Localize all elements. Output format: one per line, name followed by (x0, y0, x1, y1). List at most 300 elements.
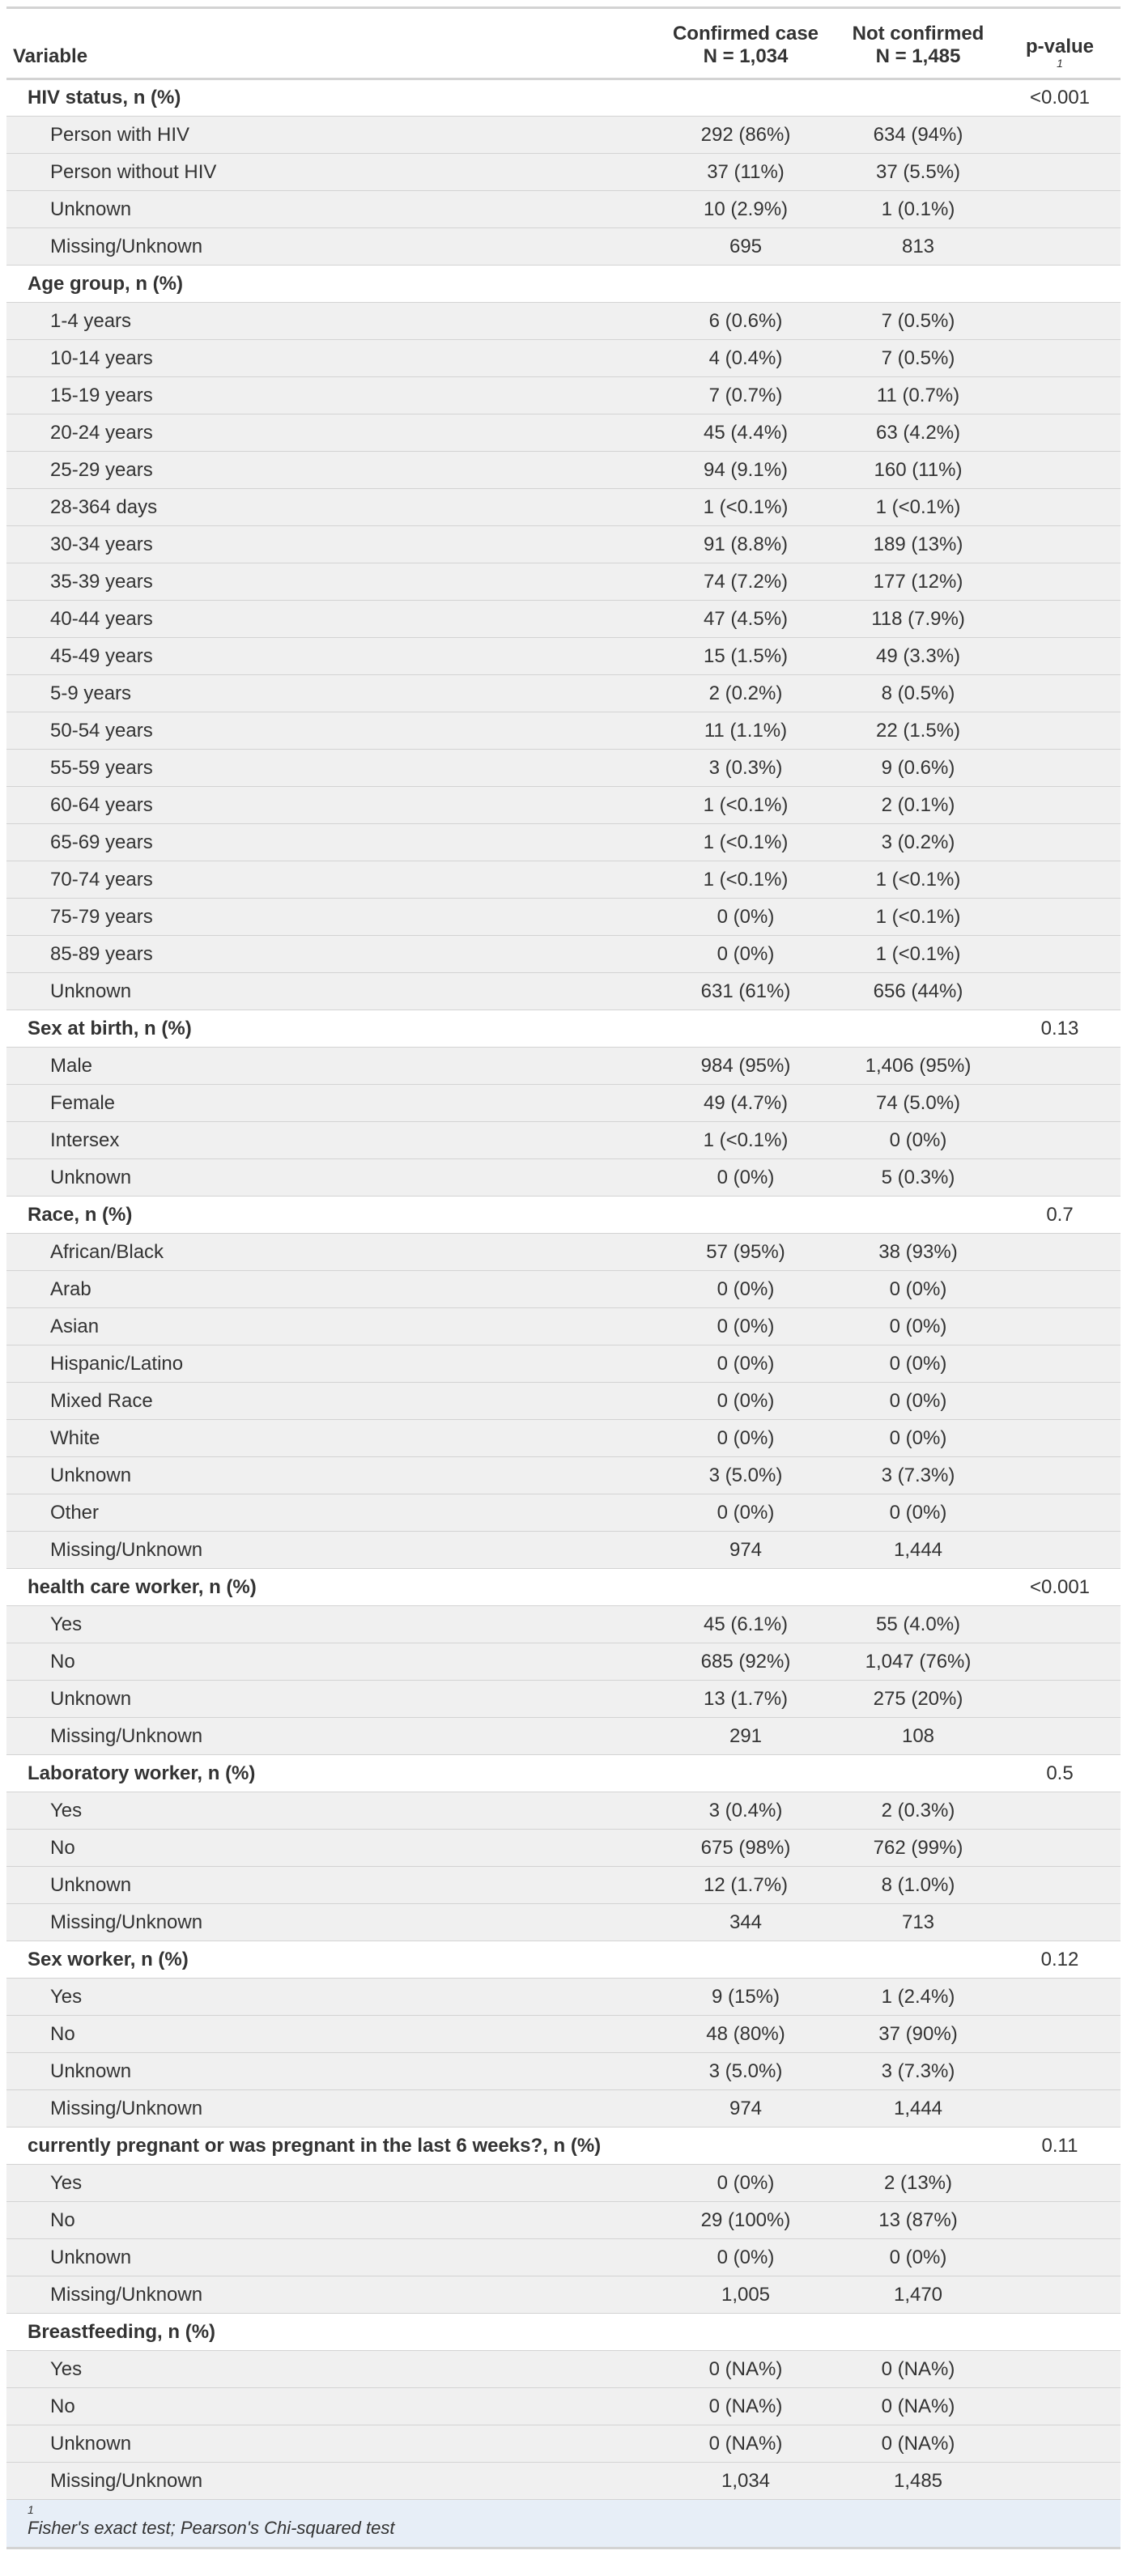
level-label: Unknown (6, 1159, 654, 1197)
confirmed-value: 984 (95%) (654, 1048, 837, 1085)
not-confirmed-value: 38 (93%) (837, 1234, 999, 1271)
group-label: Age group, n (%) (6, 266, 654, 303)
row-pvalue-empty (999, 899, 1121, 936)
table-row (6, 712, 1121, 750)
table-body (6, 79, 1121, 2500)
level-label: Missing/Unknown (6, 2276, 654, 2314)
level-label: Missing/Unknown (6, 1718, 654, 1755)
table-row (6, 2388, 1121, 2425)
row-pvalue-empty (999, 2202, 1121, 2239)
row-pvalue-empty (999, 1643, 1121, 1681)
group-empty-cell (654, 1941, 837, 1979)
row-pvalue-empty (999, 2276, 1121, 2314)
group-empty-cell (837, 1569, 999, 1606)
not-confirmed-value: 275 (20%) (837, 1681, 999, 1718)
table-row (6, 1867, 1121, 1904)
not-confirmed-value: 2 (13%) (837, 2165, 999, 2202)
table-row (6, 1681, 1121, 1718)
level-label: 45-49 years (6, 638, 654, 675)
row-pvalue-empty (999, 117, 1121, 154)
not-confirmed-value: 656 (44%) (837, 973, 999, 1010)
level-label: Intersex (6, 1122, 654, 1159)
table-row (6, 2016, 1121, 2053)
not-confirmed-label: Not confirmed (852, 23, 985, 45)
column-header-confirmed (654, 8, 837, 79)
not-confirmed-value: 1,406 (95%) (837, 1048, 999, 1085)
group-pvalue: 0.13 (999, 1010, 1121, 1048)
not-confirmed-value: 0 (0%) (837, 1122, 999, 1159)
not-confirmed-value: 5 (0.3%) (837, 1159, 999, 1197)
row-pvalue-empty (999, 303, 1121, 340)
group-row (6, 1197, 1121, 1234)
level-label: 35-39 years (6, 563, 654, 601)
confirmed-value: 13 (1.7%) (654, 1681, 837, 1718)
not-confirmed-value: 1,444 (837, 2090, 999, 2128)
group-empty-cell (837, 2314, 999, 2351)
level-label: Male (6, 1048, 654, 1085)
group-pvalue (999, 2314, 1121, 2351)
not-confirmed-value: 0 (0%) (837, 1271, 999, 1308)
row-pvalue-empty (999, 228, 1121, 266)
level-label: 5-9 years (6, 675, 654, 712)
level-label: Missing/Unknown (6, 1904, 654, 1941)
confirmed-value: 48 (80%) (654, 2016, 837, 2053)
group-pvalue: 0.7 (999, 1197, 1121, 1234)
row-pvalue-empty (999, 2053, 1121, 2090)
not-confirmed-value: 63 (4.2%) (837, 414, 999, 452)
table-row (6, 1606, 1121, 1643)
not-confirmed-value: 0 (0%) (837, 1494, 999, 1532)
confirmed-value: 45 (6.1%) (654, 1606, 837, 1643)
confirmed-value: 3 (5.0%) (654, 2053, 837, 2090)
row-pvalue-empty (999, 377, 1121, 414)
table-row (6, 601, 1121, 638)
row-pvalue-empty (999, 1718, 1121, 1755)
level-label: Unknown (6, 2239, 654, 2276)
confirmed-value: 0 (0%) (654, 2239, 837, 2276)
level-label: Yes (6, 2351, 654, 2388)
group-pvalue: 0.12 (999, 1941, 1121, 1979)
row-pvalue-empty (999, 2463, 1121, 2500)
summary-table (6, 6, 1121, 2549)
not-confirmed-value: 1 (<0.1%) (837, 899, 999, 936)
level-label: No (6, 2388, 654, 2425)
table-row (6, 675, 1121, 712)
row-pvalue-empty (999, 1867, 1121, 1904)
not-confirmed-value: 160 (11%) (837, 452, 999, 489)
group-empty-cell (837, 79, 999, 117)
level-label: Female (6, 1085, 654, 1122)
not-confirmed-value: 1,485 (837, 2463, 999, 2500)
level-label: Unknown (6, 973, 654, 1010)
not-confirmed-value: 7 (0.5%) (837, 303, 999, 340)
row-pvalue-empty (999, 787, 1121, 824)
group-pvalue (999, 266, 1121, 303)
table-row (6, 1494, 1121, 1532)
row-pvalue-empty (999, 1830, 1121, 1867)
confirmed-value: 0 (0%) (654, 1420, 837, 1457)
level-label: Missing/Unknown (6, 2090, 654, 2128)
not-confirmed-value: 13 (87%) (837, 2202, 999, 2239)
not-confirmed-value: 762 (99%) (837, 1830, 999, 1867)
table-row (6, 861, 1121, 899)
level-label: 85-89 years (6, 936, 654, 973)
group-empty-cell (837, 1941, 999, 1979)
confirmed-value: 3 (0.3%) (654, 750, 837, 787)
column-header-variable: Variable (6, 8, 654, 79)
confirmed-value: 4 (0.4%) (654, 340, 837, 377)
row-pvalue-empty (999, 2239, 1121, 2276)
row-pvalue-empty (999, 936, 1121, 973)
row-pvalue-empty (999, 489, 1121, 526)
not-confirmed-value: 7 (0.5%) (837, 340, 999, 377)
confirmed-value: 0 (0%) (654, 1271, 837, 1308)
group-row (6, 2128, 1121, 2165)
not-confirmed-value: 9 (0.6%) (837, 750, 999, 787)
confirmed-value: 292 (86%) (654, 117, 837, 154)
not-confirmed-value: 0 (NA%) (837, 2388, 999, 2425)
table-row (6, 1420, 1121, 1457)
row-pvalue-empty (999, 824, 1121, 861)
confirmed-value: 94 (9.1%) (654, 452, 837, 489)
confirmed-value: 974 (654, 2090, 837, 2128)
group-label: HIV status, n (%) (6, 79, 654, 117)
summary-table-container (6, 6, 1121, 2549)
confirmed-value: 29 (100%) (654, 2202, 837, 2239)
not-confirmed-value: 1 (<0.1%) (837, 861, 999, 899)
row-pvalue-empty (999, 1234, 1121, 1271)
confirmed-value: 1 (<0.1%) (654, 489, 837, 526)
level-label: 25-29 years (6, 452, 654, 489)
level-label: Unknown (6, 1681, 654, 1718)
row-pvalue-empty (999, 1606, 1121, 1643)
group-row (6, 1010, 1121, 1048)
not-confirmed-value: 0 (0%) (837, 1345, 999, 1383)
confirmed-value: 37 (11%) (654, 154, 837, 191)
table-row (6, 2425, 1121, 2463)
group-empty-cell (654, 266, 837, 303)
not-confirmed-value: 1 (<0.1%) (837, 936, 999, 973)
group-label: Sex at birth, n (%) (6, 1010, 654, 1048)
level-label: No (6, 1643, 654, 1681)
group-pvalue: <0.001 (999, 1569, 1121, 1606)
pvalue-label: p-value (1025, 36, 1095, 57)
level-label: Yes (6, 1606, 654, 1643)
not-confirmed-value: 0 (0%) (837, 2239, 999, 2276)
confirmed-value: 9 (15%) (654, 1979, 837, 2016)
row-pvalue-empty (999, 340, 1121, 377)
confirmed-n: N = 1,034 (703, 45, 789, 67)
table-row (6, 377, 1121, 414)
table-row (6, 1085, 1121, 1122)
level-label: Missing/Unknown (6, 2463, 654, 2500)
confirmed-value: 1,034 (654, 2463, 837, 2500)
group-row (6, 1755, 1121, 1792)
level-label: Yes (6, 1792, 654, 1830)
row-pvalue-empty (999, 712, 1121, 750)
group-label: health care worker, n (%) (6, 1569, 654, 1606)
group-empty-cell (654, 1755, 837, 1792)
confirmed-value: 2 (0.2%) (654, 675, 837, 712)
confirmed-value: 1 (<0.1%) (654, 861, 837, 899)
level-label: 50-54 years (6, 712, 654, 750)
row-pvalue-empty (999, 1681, 1121, 1718)
group-row (6, 1941, 1121, 1979)
table-row (6, 1643, 1121, 1681)
not-confirmed-value: 189 (13%) (837, 526, 999, 563)
not-confirmed-value: 118 (7.9%) (837, 601, 999, 638)
header-row (6, 8, 1121, 79)
level-label: Mixed Race (6, 1383, 654, 1420)
not-confirmed-value: 74 (5.0%) (837, 1085, 999, 1122)
row-pvalue-empty (999, 1494, 1121, 1532)
row-pvalue-empty (999, 452, 1121, 489)
row-pvalue-empty (999, 1979, 1121, 2016)
level-label: 75-79 years (6, 899, 654, 936)
table-row (6, 1234, 1121, 1271)
row-pvalue-empty (999, 1048, 1121, 1085)
confirmed-value: 1 (<0.1%) (654, 824, 837, 861)
table-row (6, 117, 1121, 154)
table-row (6, 1904, 1121, 1941)
table-row (6, 452, 1121, 489)
row-pvalue-empty (999, 1420, 1121, 1457)
row-pvalue-empty (999, 638, 1121, 675)
not-confirmed-value: 1,444 (837, 1532, 999, 1569)
confirmed-value: 0 (0%) (654, 2165, 837, 2202)
confirmed-value: 631 (61%) (654, 973, 837, 1010)
level-label: No (6, 2016, 654, 2053)
not-confirmed-value: 22 (1.5%) (837, 712, 999, 750)
level-label: Missing/Unknown (6, 1532, 654, 1569)
not-confirmed-value: 634 (94%) (837, 117, 999, 154)
table-row (6, 303, 1121, 340)
row-pvalue-empty (999, 2090, 1121, 2128)
row-pvalue-empty (999, 1383, 1121, 1420)
row-pvalue-empty (999, 1159, 1121, 1197)
row-pvalue-empty (999, 526, 1121, 563)
not-confirmed-value: 8 (0.5%) (837, 675, 999, 712)
confirmed-value: 0 (0%) (654, 1383, 837, 1420)
level-label: 40-44 years (6, 601, 654, 638)
row-pvalue-empty (999, 2165, 1121, 2202)
table-footer (6, 2500, 1121, 2548)
group-label: Laboratory worker, n (%) (6, 1755, 654, 1792)
not-confirmed-value: 49 (3.3%) (837, 638, 999, 675)
row-pvalue-empty (999, 2016, 1121, 2053)
level-label: Hispanic/Latino (6, 1345, 654, 1383)
footnote-row (6, 2500, 1121, 2548)
confirmed-value: 0 (0%) (654, 1159, 837, 1197)
confirmed-value: 3 (0.4%) (654, 1792, 837, 1830)
row-pvalue-empty (999, 1085, 1121, 1122)
confirmed-label: Confirmed case (672, 23, 819, 45)
table-row (6, 1048, 1121, 1085)
row-pvalue-empty (999, 2425, 1121, 2463)
confirmed-value: 695 (654, 228, 837, 266)
table-row (6, 899, 1121, 936)
table-row (6, 1792, 1121, 1830)
group-row (6, 266, 1121, 303)
group-label: currently pregnant or was pregnant in the last 6 weeks?, n (%) (6, 2128, 654, 2165)
row-pvalue-empty (999, 154, 1121, 191)
level-label: Yes (6, 1979, 654, 2016)
table-row (6, 2165, 1121, 2202)
confirmed-value: 10 (2.9%) (654, 191, 837, 228)
row-pvalue-empty (999, 2388, 1121, 2425)
not-confirmed-value: 1 (<0.1%) (837, 489, 999, 526)
level-label: 70-74 years (6, 861, 654, 899)
not-confirmed-value: 2 (0.1%) (837, 787, 999, 824)
not-confirmed-value: 813 (837, 228, 999, 266)
confirmed-value: 11 (1.1%) (654, 712, 837, 750)
not-confirmed-value: 1,470 (837, 2276, 999, 2314)
column-header-not-confirmed (837, 8, 999, 79)
table-row (6, 1457, 1121, 1494)
table-row (6, 2351, 1121, 2388)
footnote-mark: 1 (28, 2503, 34, 2516)
confirmed-value: 3 (5.0%) (654, 1457, 837, 1494)
level-label: Person with HIV (6, 117, 654, 154)
table-row (6, 936, 1121, 973)
table-row (6, 340, 1121, 377)
not-confirmed-value: 0 (0%) (837, 1308, 999, 1345)
row-pvalue-empty (999, 750, 1121, 787)
not-confirmed-value: 108 (837, 1718, 999, 1755)
table-row (6, 1271, 1121, 1308)
footnote-text: Fisher's exact test; Pearson's Chi-squared test (28, 2518, 395, 2538)
confirmed-value: 7 (0.7%) (654, 377, 837, 414)
not-confirmed-value: 3 (0.2%) (837, 824, 999, 861)
level-label: 20-24 years (6, 414, 654, 452)
table-row (6, 228, 1121, 266)
level-label: Arab (6, 1271, 654, 1308)
table-row (6, 563, 1121, 601)
group-empty-cell (837, 1010, 999, 1048)
confirmed-value: 15 (1.5%) (654, 638, 837, 675)
not-confirmed-value: 177 (12%) (837, 563, 999, 601)
confirmed-value: 0 (0%) (654, 899, 837, 936)
level-label: Unknown (6, 2053, 654, 2090)
row-pvalue-empty (999, 675, 1121, 712)
group-label: Sex worker, n (%) (6, 1941, 654, 1979)
level-label: 28-364 days (6, 489, 654, 526)
table-row (6, 1159, 1121, 1197)
confirmed-value: 675 (98%) (654, 1830, 837, 1867)
level-label: Other (6, 1494, 654, 1532)
table-row (6, 2463, 1121, 2500)
row-pvalue-empty (999, 1271, 1121, 1308)
row-pvalue-empty (999, 2351, 1121, 2388)
table-row (6, 2090, 1121, 2128)
confirmed-value: 57 (95%) (654, 1234, 837, 1271)
level-label: Person without HIV (6, 154, 654, 191)
table-row (6, 824, 1121, 861)
table-row (6, 489, 1121, 526)
level-label: Unknown (6, 1867, 654, 1904)
not-confirmed-value: 0 (NA%) (837, 2351, 999, 2388)
confirmed-value: 0 (0%) (654, 1345, 837, 1383)
table-row (6, 638, 1121, 675)
level-label: 55-59 years (6, 750, 654, 787)
row-pvalue-empty (999, 1904, 1121, 1941)
table-row (6, 1383, 1121, 1420)
not-confirmed-n: N = 1,485 (875, 45, 961, 67)
table-row (6, 2239, 1121, 2276)
not-confirmed-value: 1 (2.4%) (837, 1979, 999, 2016)
table-row (6, 2276, 1121, 2314)
row-pvalue-empty (999, 601, 1121, 638)
not-confirmed-value: 0 (0%) (837, 1383, 999, 1420)
table-row (6, 1122, 1121, 1159)
confirmed-value: 974 (654, 1532, 837, 1569)
row-pvalue-empty (999, 563, 1121, 601)
group-empty-cell (837, 266, 999, 303)
confirmed-value: 685 (92%) (654, 1643, 837, 1681)
table-row (6, 526, 1121, 563)
not-confirmed-value: 0 (0%) (837, 1420, 999, 1457)
group-empty-cell (654, 2128, 837, 2165)
group-row (6, 1569, 1121, 1606)
group-label: Breastfeeding, n (%) (6, 2314, 654, 2351)
group-pvalue: 0.5 (999, 1755, 1121, 1792)
not-confirmed-value: 713 (837, 1904, 999, 1941)
table-row (6, 414, 1121, 452)
table-row (6, 1830, 1121, 1867)
not-confirmed-value: 1 (0.1%) (837, 191, 999, 228)
row-pvalue-empty (999, 1457, 1121, 1494)
row-pvalue-empty (999, 973, 1121, 1010)
confirmed-value: 0 (NA%) (654, 2425, 837, 2463)
table-row (6, 1532, 1121, 1569)
confirmed-value: 0 (0%) (654, 1494, 837, 1532)
confirmed-value: 47 (4.5%) (654, 601, 837, 638)
group-empty-cell (654, 2314, 837, 2351)
level-label: White (6, 1420, 654, 1457)
level-label: 30-34 years (6, 526, 654, 563)
not-confirmed-value: 8 (1.0%) (837, 1867, 999, 1904)
confirmed-value: 45 (4.4%) (654, 414, 837, 452)
confirmed-value: 291 (654, 1718, 837, 1755)
footnote (6, 2500, 1121, 2548)
not-confirmed-value: 0 (NA%) (837, 2425, 999, 2463)
confirmed-value: 0 (NA%) (654, 2388, 837, 2425)
level-label: Missing/Unknown (6, 228, 654, 266)
level-label: Unknown (6, 1457, 654, 1494)
not-confirmed-value: 37 (90%) (837, 2016, 999, 2053)
table-row (6, 191, 1121, 228)
row-pvalue-empty (999, 1308, 1121, 1345)
pvalue-footnote-mark: 1 (1057, 57, 1063, 70)
level-label: Asian (6, 1308, 654, 1345)
group-pvalue: 0.11 (999, 2128, 1121, 2165)
table-row (6, 2053, 1121, 2090)
group-label: Race, n (%) (6, 1197, 654, 1234)
confirmed-value: 12 (1.7%) (654, 1867, 837, 1904)
row-pvalue-empty (999, 1345, 1121, 1383)
row-pvalue-empty (999, 191, 1121, 228)
row-pvalue-empty (999, 861, 1121, 899)
confirmed-value: 91 (8.8%) (654, 526, 837, 563)
group-row (6, 79, 1121, 117)
level-label: 15-19 years (6, 377, 654, 414)
not-confirmed-value: 1,047 (76%) (837, 1643, 999, 1681)
table-row (6, 1345, 1121, 1383)
level-label: No (6, 1830, 654, 1867)
group-empty-cell (837, 2128, 999, 2165)
not-confirmed-value: 3 (7.3%) (837, 1457, 999, 1494)
level-label: African/Black (6, 1234, 654, 1271)
